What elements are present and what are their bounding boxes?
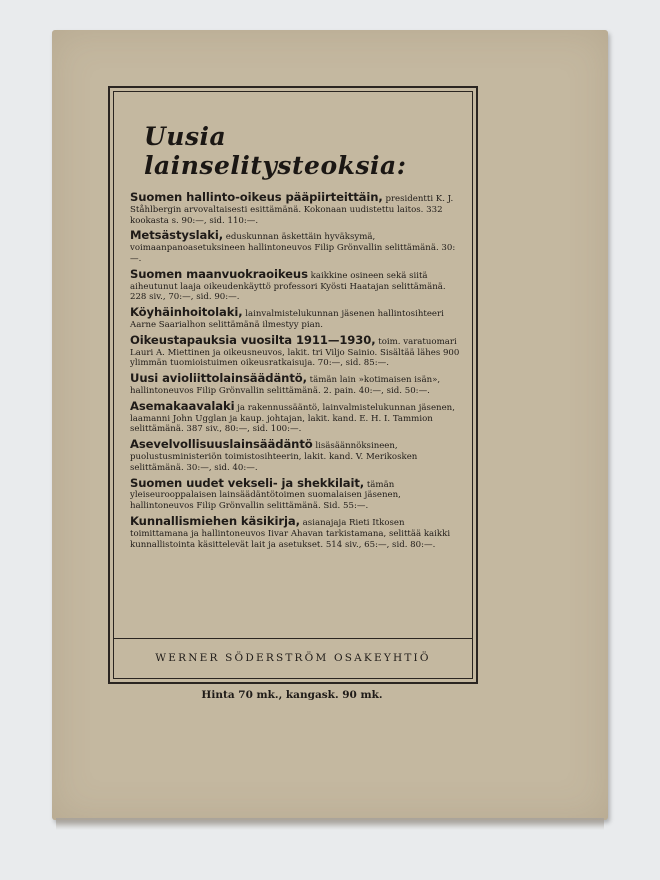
book-description: tämän yleiseurooppalaisen lainsäädäntötoimen suomalaisen jäsenen, hallintoneuvos Filip Grönvallin selittämänä. Sid. 55:—.: [130, 479, 401, 512]
book-description: tämän lain »kotimaisen isän», hallintoneuvos Filip Grönvallin selittämänä. 2. pain. 40:—, sid. 50:—.: [130, 375, 441, 396]
book-description: lisäsäännöksineen, puolustusministeriön toimistosihteerin, lakit. kand. V. Merikosken selittämänä. 30:—, sid. 40:—.: [130, 441, 418, 473]
book-entry: [130, 475, 460, 512]
book-title: Uusi avioliittolainsäädäntö,: [130, 371, 307, 386]
book-description: toim. varatuomari Lauri A. Miettinen ja oikeusneuvos, lakit. tri Viljo Sainio. Sisältää lähes 900 ylimmän tuomioistuimen oikeusratkaisuja. 70:—, sid. 85:—.: [130, 336, 460, 369]
publisher-name: WERNER SÖDERSTRÖM OSAKEYHTIÖ: [155, 652, 431, 664]
book-description: kaikkine osineen sekä siitä aiheutunut laaja oikeudenkäyttö professori Kyösti Haatajan selittämänä. 228 siv., 70:—, sid. 90:—.: [130, 270, 446, 303]
book-title: Suomen uudet vekseli- ja shekkilait,: [130, 475, 365, 490]
book-title: Asevelvollisuuslainsäädäntö: [130, 437, 313, 452]
book-list: [130, 192, 460, 550]
book-title: Köyhäinhoitolaki,: [130, 305, 243, 320]
cover-shadow: [56, 818, 604, 830]
book-title: Asemakaavalaki: [130, 398, 235, 413]
book-entry: [130, 266, 460, 303]
book-description: ja rakennussääntö, lainvalmistelukunnan jäsenen, laamanni John Ugglan ja kaup. johtajan, lakit. kand. E. H. I. Tammion selittämänä. 387 siv., 80:—, sid. 100:—.: [130, 402, 455, 435]
book-description: asianajaja Rieti Itkosen toimittamana ja hallintoneuvos Iivar Ahavan tarkistamana, selittää kaikki kunnallistointa käsittelevät lait ja asetukset. 514 siv., 65:—, sid. 80:—.: [130, 517, 451, 550]
book-description: presidentti K. J. Ståhlbergin arvovaltaisesti esittämänä. Kokonaan uudistettu laitos. 332 kookasta s. 90:—, sid. 110:—.: [130, 194, 454, 226]
book-title: Oikeustapauksia vuosilta 1911—1930,: [130, 332, 376, 347]
price-line: Hinta 70 mk., kangask. 90 mk.: [201, 689, 383, 701]
book-description: lainvalmistelukunnan jäsenen hallintosihteeri Aarne Saarialhon selittämänä ilmestyy pian.: [130, 309, 444, 330]
book-title: Kunnallismiehen käsikirja,: [130, 513, 300, 528]
book-entry: [130, 307, 460, 331]
advertisement-inner-frame: [113, 91, 473, 679]
book-entry: [130, 332, 460, 369]
book-entry: [130, 230, 460, 264]
advertisement-heading: Uusia lainselitysteoksia:: [144, 122, 407, 180]
book-title: Suomen hallinto-oikeus pääpiirteittäin,: [130, 190, 383, 204]
advertisement-frame: [108, 86, 478, 684]
divider: [114, 638, 472, 639]
book-entry: [130, 513, 460, 550]
book-entry: [130, 373, 460, 397]
book-description: eduskunnan äskettäin hyväksymä, voimaanpanoasetuksineen hallintoneuvos Filip Grönvallin selittämänä. 30:—.: [130, 232, 456, 264]
book-entry: [130, 192, 460, 226]
book-title: Metsästyslaki,: [130, 228, 224, 243]
book-entry: [130, 439, 460, 473]
book-title: Suomen maanvuokraoikeus: [130, 266, 308, 281]
book-entry: [130, 398, 460, 435]
